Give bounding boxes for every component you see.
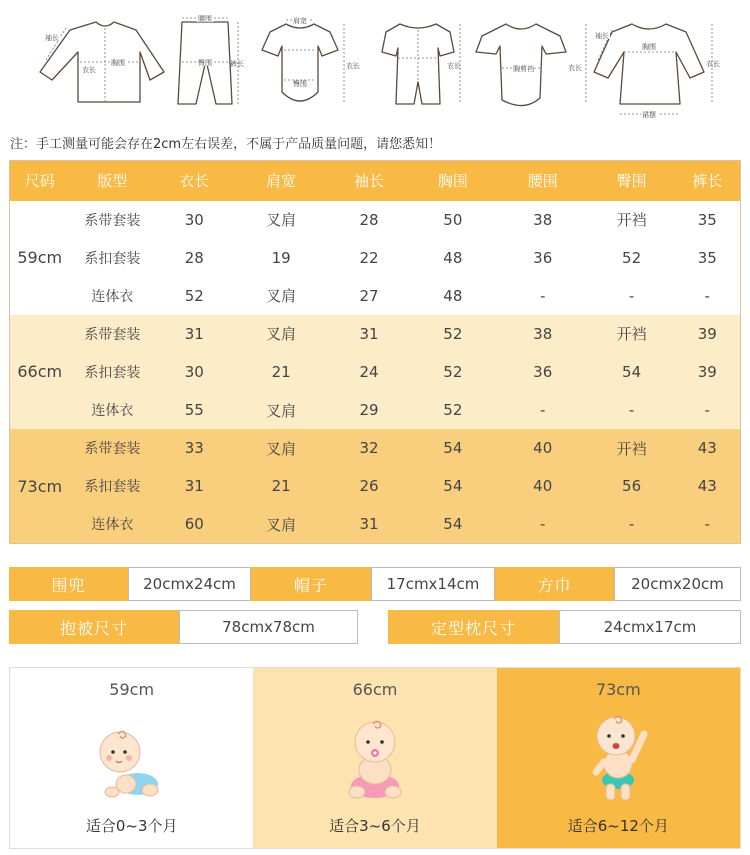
table-row (10, 391, 741, 429)
header-pants: 裤长 (675, 161, 741, 201)
scarf-label: 方巾 (495, 567, 614, 601)
measure-cell: 55 (155, 391, 233, 429)
measure-cell: 31 (155, 467, 233, 505)
accessory-spacer (358, 610, 388, 644)
measurement-note: 注：手工测量可能会存在2cm左右误差，不属于产品质量问题，请您悉知！ (10, 137, 442, 152)
measure-cell: 60 (155, 505, 233, 543)
measure-cell: 开裆 (589, 429, 675, 467)
measure-cell: 19 (233, 239, 329, 277)
measure-cell: 36 (497, 239, 589, 277)
measure-cell: - (497, 391, 589, 429)
scarf-size (495, 567, 741, 601)
measure-cell: 36 (497, 353, 589, 391)
bib-size (9, 567, 251, 601)
header-sleeve: 袖长 (329, 161, 409, 201)
bib-label: 围兜 (9, 567, 128, 601)
measure-cell: 43 (675, 429, 741, 467)
measure-cell: 43 (675, 467, 741, 505)
style-cell: 连体衣 (69, 391, 155, 429)
table-row (10, 353, 741, 391)
measure-cell: 开裆 (589, 315, 675, 353)
length-label-2: 衣长 (346, 62, 360, 70)
standing-baby-icon (578, 704, 658, 804)
hip-label: 臀围 (198, 59, 212, 67)
pillow-value: 24cmx17cm (559, 610, 741, 644)
measure-cell: 52 (409, 353, 497, 391)
measure-cell: - (497, 505, 589, 543)
measure-cell: 叉肩 (233, 505, 329, 543)
age-panel-size: 66cm (352, 680, 398, 699)
style-cell: 系带套装 (69, 201, 155, 239)
size-table (9, 160, 741, 544)
dress-diagram (594, 24, 720, 119)
style-cell: 连体衣 (69, 505, 155, 543)
size-cell: 66cm (10, 315, 70, 429)
measure-cell: 39 (675, 315, 741, 353)
header-waist: 腰围 (497, 161, 589, 201)
header-chest: 胸围 (409, 161, 497, 201)
measure-cell: 52 (409, 391, 497, 429)
age-panel-size: 73cm (595, 680, 641, 699)
sleeve-length-label: 袖长 (45, 34, 59, 42)
header-hip: 臀围 (589, 161, 675, 201)
measure-cell: 31 (329, 505, 409, 543)
table-row (10, 315, 741, 353)
style-cell: 系带套装 (69, 429, 155, 467)
hat-size (251, 567, 495, 601)
header-shoulder: 肩宽 (233, 161, 329, 201)
measure-cell: 30 (155, 353, 233, 391)
measure-cell: - (675, 277, 741, 315)
header-size: 尺码 (10, 161, 70, 201)
measure-cell: 21 (233, 467, 329, 505)
measure-cell: 35 (675, 239, 741, 277)
accessory-row-2 (9, 610, 741, 644)
table-row (10, 429, 741, 467)
shoulder-label: 肩宽 (293, 17, 307, 25)
waist-label: 腰围 (198, 15, 212, 23)
table-row (10, 201, 741, 239)
measure-cell: 33 (155, 429, 233, 467)
measure-cell: 52 (155, 277, 233, 315)
measure-cell: 56 (589, 467, 675, 505)
measure-cell: 24 (329, 353, 409, 391)
measure-cell: 28 (329, 201, 409, 239)
blanket-label: 抱被尺寸 (9, 610, 179, 644)
measure-cell: 54 (409, 467, 497, 505)
measure-cell: 40 (497, 467, 589, 505)
blanket-value: 78cmx78cm (179, 610, 358, 644)
measure-cell: 22 (329, 239, 409, 277)
measure-cell: - (589, 277, 675, 315)
size-cell: 73cm (10, 429, 70, 543)
age-panels (9, 667, 741, 849)
measure-cell: 48 (409, 277, 497, 315)
scarf-value: 20cmx20cm (614, 567, 741, 601)
hat-value: 17cmx14cm (371, 567, 495, 601)
measure-cell: 叉肩 (233, 429, 329, 467)
measure-cell: 48 (409, 239, 497, 277)
measure-cell: 50 (409, 201, 497, 239)
top-diagram (40, 22, 164, 102)
measure-cell: 38 (497, 315, 589, 353)
measure-cell: 32 (329, 429, 409, 467)
age-panel-73 (497, 668, 740, 848)
bib-value: 20cmx24cm (128, 567, 251, 601)
measure-cell: 21 (233, 353, 329, 391)
style-cell: 系扣套装 (69, 353, 155, 391)
header-style: 版型 (69, 161, 155, 201)
measure-cell: 54 (589, 353, 675, 391)
measure-cell: 40 (497, 429, 589, 467)
length-label-4: 衣长 (568, 64, 582, 72)
chest-dress-label: 胸剪裆 (513, 65, 534, 73)
measure-cell: 28 (155, 239, 233, 277)
size-cell: 59cm (10, 201, 70, 315)
age-panel-66 (253, 668, 496, 848)
age-panel-desc: 适合3~6个月 (329, 817, 421, 835)
style-cell: 系带套装 (69, 315, 155, 353)
measure-cell: 31 (155, 315, 233, 353)
table-row (10, 239, 741, 277)
hip-label-2: 臀围 (293, 80, 307, 88)
garment-length-label: 衣长 (82, 66, 96, 74)
length-label-3: 衣长 (447, 62, 461, 70)
pants-length-label: 裤长 (230, 60, 244, 68)
measure-cell: 27 (329, 277, 409, 315)
measure-cell: 叉肩 (233, 201, 329, 239)
length-label-5: 衣长 (706, 60, 720, 68)
measure-cell: 35 (675, 201, 741, 239)
measure-cell: - (675, 391, 741, 429)
measure-cell: 52 (409, 315, 497, 353)
style-cell: 系扣套装 (69, 467, 155, 505)
sleeve-length-label-2: 袖长 (595, 32, 609, 40)
age-panel-desc: 适合0~3个月 (85, 817, 178, 835)
pillow-label: 定型枕尺寸 (388, 610, 559, 644)
bodysuit-diagram (262, 15, 360, 104)
measure-cell: 54 (409, 505, 497, 543)
pants-diagram (178, 13, 244, 104)
accessory-row-1 (9, 567, 741, 601)
table-row (10, 505, 741, 543)
age-panel-59 (10, 668, 253, 848)
measure-cell: 29 (329, 391, 409, 429)
romper-diagram (382, 24, 461, 104)
measure-cell: 26 (329, 467, 409, 505)
measure-cell: 31 (329, 315, 409, 353)
measure-cell: 叉肩 (233, 391, 329, 429)
sitting-baby-icon (335, 704, 415, 804)
hem-label: 裙摆 (642, 111, 656, 119)
table-header-row (10, 161, 741, 201)
style-cell: 系扣套装 (69, 239, 155, 277)
measure-cell: 叉肩 (233, 315, 329, 353)
table-row (10, 277, 741, 315)
measure-cell: - (675, 505, 741, 543)
measure-cell: 叉肩 (233, 277, 329, 315)
measure-cell: 开裆 (589, 201, 675, 239)
measure-cell: 38 (497, 201, 589, 239)
measure-cell: - (589, 505, 675, 543)
style-cell: 连体衣 (69, 277, 155, 315)
garment-diagrams (0, 0, 750, 126)
header-length: 衣长 (155, 161, 233, 201)
chest-label: 胸围 (111, 59, 125, 67)
gown-diagram (476, 24, 586, 106)
measure-cell: 30 (155, 201, 233, 239)
measure-cell: - (497, 277, 589, 315)
crawling-baby-icon (92, 704, 172, 804)
table-row (10, 467, 741, 505)
pillow-size (388, 610, 741, 644)
age-panel-size: 59cm (109, 680, 155, 699)
measure-cell: 54 (409, 429, 497, 467)
hat-label: 帽子 (251, 567, 371, 601)
measure-cell: 52 (589, 239, 675, 277)
measure-cell: 39 (675, 353, 741, 391)
blanket-size (9, 610, 358, 644)
age-panel-desc: 适合6~12个月 (567, 817, 669, 835)
chest-label-2: 胸围 (642, 43, 656, 51)
measure-cell: - (589, 391, 675, 429)
